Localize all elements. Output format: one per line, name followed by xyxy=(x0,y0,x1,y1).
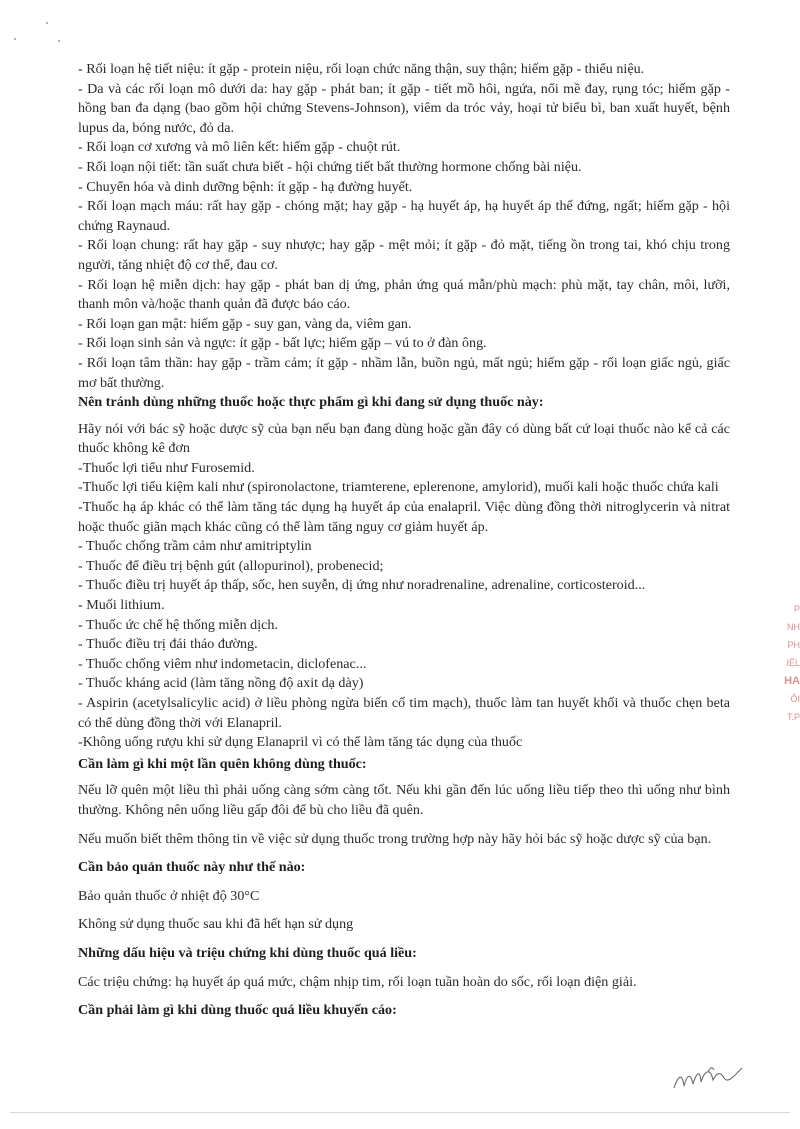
interactions-list xyxy=(78,459,730,753)
interaction-item: - Thuốc để điều trị bệnh gút (allopurinol), probenecid; xyxy=(78,557,384,574)
side-effect-vascular: - Rối loạn mạch máu: rất hay gặp - chóng mặt; hay gặp - hạ huyết áp, hạ huyết áp thế đứng, ngất; hiếm gặp - hội chứng Raynaud. xyxy=(78,198,730,234)
overdose-heading: Những dấu hiệu và triệu chứng khi dùng thuốc quá liều: xyxy=(78,944,417,961)
interaction-item: -Thuốc lợi tiểu như Furosemid. xyxy=(78,459,255,476)
interaction-item: - Thuốc kháng acid (làm tăng nồng độ axit dạ dày) xyxy=(78,675,364,692)
interaction-item: - Thuốc chống trầm cảm như amitriptylin xyxy=(78,538,312,555)
storage-paragraph-2: Không sử dụng thuốc sau khi đã hết hạn sử dụng xyxy=(78,916,354,933)
stamp-line: P xyxy=(793,604,800,614)
interaction-item: -Thuốc lợi tiểu kiệm kali như (spironolactone, triamterene, eplerenone, amylorid), muối kali hoặc thuốc chứa kali xyxy=(78,479,719,496)
stamp-line: NH xyxy=(787,622,800,632)
scan-speck xyxy=(46,22,48,24)
interaction-item: - Aspirin (acetylsalicylic acid) ở liều phòng ngừa biến cố tim mạch), thuốc làm tan huyết khối và thuốc chẹn beta có thể dùng đồng thời với Elanapril. xyxy=(78,695,730,731)
side-effect-musculoskeletal: - Rối loạn cơ xương và mô liên kết: hiếm gặp - chuột rút. xyxy=(78,139,401,156)
overdose-paragraph-1: Các triệu chứng: hạ huyết áp quá mức, chậm nhịp tim, rối loạn tuần hoàn do sốc, rối loạn điện giải. xyxy=(78,973,637,990)
side-effect-skin: - Da và các rối loạn mô dưới da: hay gặp - phát ban; ít gặp - tiết mồ hôi, ngứa, nổi mề đay, rụng tóc; hiếm gặp - hồng ban đa dạng (bao gồm hội chứng Stevens-Johnson), viêm da tróc vảy, hoại tử biểu bì, ban xuất huyết, bệnh lupus da, bóng nước, đỏ da. xyxy=(78,80,730,136)
red-stamp-fragment xyxy=(774,600,800,740)
interaction-item: -Không uống rượu khi sử dụng Elanapril vì có thể làm tăng tác dụng của thuốc xyxy=(78,734,523,751)
side-effect-reproductive: - Rối loạn sinh sản và ngực: ít gặp - bất lực; hiếm gặp – vú to ở đàn ông. xyxy=(78,335,487,352)
interaction-item: - Muối lithium. xyxy=(78,597,165,614)
side-effect-psychiatric: - Rối loạn tâm thần: hay gặp - trầm cảm; ít gặp - nhầm lẫn, buồn ngủ, mất ngủ; hiếm gặp - rối loạn giấc ngủ, giấc mơ bất thường. xyxy=(78,354,730,391)
interaction-item: -Thuốc hạ áp khác có thể làm tăng tác dụng hạ huyết áp của enalapril. Việc dùng đồng thời nitroglycerin và nitrat hoặc thuốc giãn mạch khác cũng có thể làm tăng nguy cơ giảm huyết áp. xyxy=(78,499,730,535)
side-effects-list xyxy=(78,60,730,393)
side-effect-immune: - Rối loạn hệ miễn dịch: hay gặp - phát ban dị ứng, phản ứng quá mẫn/phù mạch: phù mặt, tay chân, môi, lưỡi, thanh môn và/hoặc thanh quản đã được báo cáo. xyxy=(78,276,730,313)
interactions-intro: Hãy nói với bác sỹ hoặc dược sỹ của bạn nếu bạn đang dùng hoặc gần đây có dùng bất cứ loại thuốc nào kể cả các thuốc không kê đơn xyxy=(78,420,730,457)
interaction-item: - Thuốc chống viêm như indometacin, diclofenac... xyxy=(78,655,367,672)
storage-paragraph-1: Bảo quản thuốc ở nhiệt độ 30°C xyxy=(78,887,260,904)
interaction-item: - Thuốc điều trị đái tháo đường. xyxy=(78,636,258,653)
missed-dose-heading: Cần làm gì khi một lần quên không dùng thuốc: xyxy=(78,755,367,772)
missed-dose-paragraph-1: Nếu lỡ quên một liều thì phải uống càng sớm càng tốt. Nếu khi gần đến lúc uống liều tiếp theo thì uống như bình thường. Không nên uống liều gấp đôi để bù cho liều đã quên. xyxy=(78,782,730,818)
scan-speck xyxy=(58,40,60,42)
storage-heading: Cần bảo quản thuốc này như thế nào: xyxy=(78,859,306,876)
document-body xyxy=(78,60,730,1021)
stamp-line: ỐI xyxy=(790,694,800,704)
side-effect-metabolism: - Chuyển hóa và dinh dưỡng bệnh: ít gặp - hạ đường huyết. xyxy=(78,178,413,195)
stamp-line: IỆL xyxy=(786,658,800,668)
stamp-line: T.P xyxy=(786,712,800,722)
side-effect-general: - Rối loạn chung: rất hay gặp - suy nhược; hay gặp - mệt mỏi; ít gặp - đỏ mặt, tiếng ồn trong tai, khó chịu trong người, tăng nhiệt độ cơ thể, đau cơ. xyxy=(78,237,730,273)
side-effect-urinary: - Rối loạn hệ tiết niệu: ít gặp - protein niệu, rối loạn chức năng thận, suy thận; hiếm gặp - thiểu niệu. xyxy=(78,61,645,77)
scan-speck xyxy=(14,38,16,40)
stamp-line: PH xyxy=(787,640,800,650)
overdose-action-heading: Cần phải làm gì khi dùng thuốc quá liều khuyến cáo: xyxy=(78,1002,397,1019)
page-bottom-edge xyxy=(10,1112,790,1113)
missed-dose-paragraph-2: Nếu muốn biết thêm thông tin về việc sử dụng thuốc trong trường hợp này hãy hỏi bác sỹ hoặc dược sỹ của bạn. xyxy=(78,830,712,847)
handwritten-signature xyxy=(668,1058,748,1098)
interaction-item: - Thuốc điều trị huyết áp thấp, sốc, hen suyễn, dị ứng như noradrenaline, adrenaline, corticosteroid... xyxy=(78,577,646,594)
stamp-line: HA xyxy=(784,675,800,687)
side-effect-endocrine: - Rối loạn nội tiết: tần suất chưa biết - hội chứng tiết bất thường hormone chống bài niệu. xyxy=(78,158,582,175)
interaction-item: - Thuốc ức chế hệ thống miễn dịch. xyxy=(78,616,278,633)
side-effect-hepatobiliary: - Rối loạn gan mật: hiếm gặp - suy gan, vàng da, viêm gan. xyxy=(78,315,412,332)
interactions-heading: Nên tránh dùng những thuốc hoặc thực phẩm gì khi đang sử dụng thuốc này: xyxy=(78,394,544,411)
